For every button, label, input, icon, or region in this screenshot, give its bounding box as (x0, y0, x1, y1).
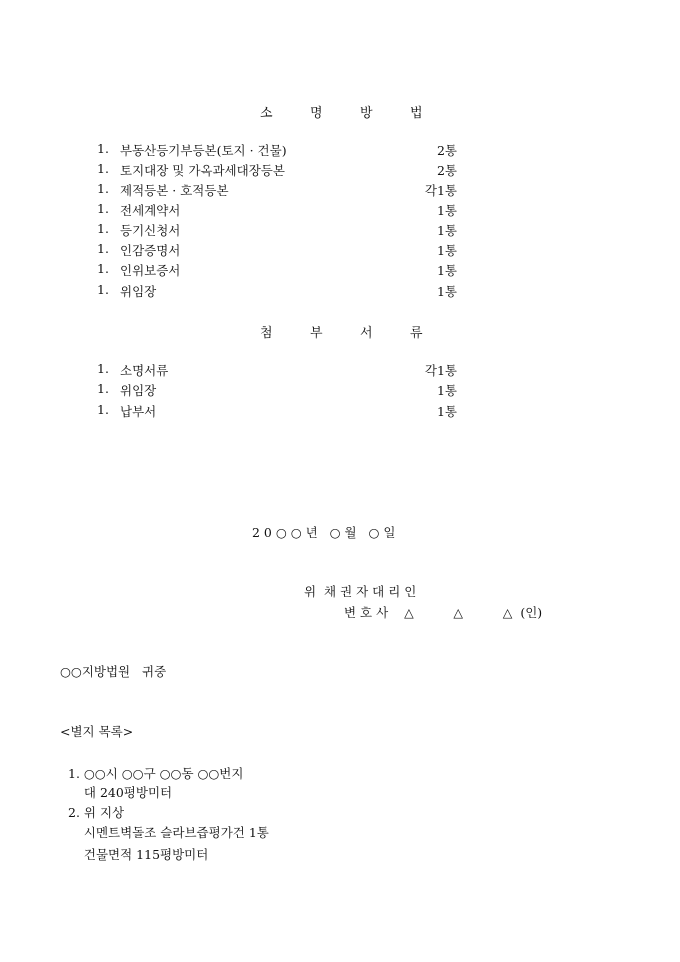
item-label: 인감증명서 (120, 243, 181, 258)
annex-title: <별지 목록> (60, 724, 134, 739)
annex-line: 1. ○○시 ○○구 ○○동 ○○번지 (68, 766, 244, 781)
list-item (97, 241, 467, 259)
item-number: 1. (97, 261, 109, 276)
item-quantity: 1통 (436, 263, 457, 278)
agent-title: 위 채 권 자 대 리 인 (304, 584, 417, 599)
title-char: 부 (310, 326, 323, 341)
item-label: 납부서 (120, 404, 157, 419)
list-item (97, 361, 467, 379)
item-number: 1. (97, 161, 109, 176)
annex-line: 대 240평방미터 (68, 785, 173, 800)
annex-line: 건물면적 115평방미터 (68, 847, 209, 862)
list-item (97, 282, 467, 300)
item-label: 소명서류 (120, 363, 169, 378)
title-char: 첨 (260, 326, 273, 341)
item-number: 1. (97, 221, 109, 236)
item-number: 1. (97, 141, 109, 156)
item-quantity: 1통 (436, 284, 457, 299)
list-item (97, 261, 467, 279)
item-label: 제적등본 · 호적등본 (120, 183, 229, 198)
item-quantity: 각1통 (424, 363, 457, 378)
title-char: 법 (410, 106, 423, 121)
list-item (97, 381, 467, 399)
list-item (97, 221, 467, 239)
annex-line: 2. 위 지상 (68, 805, 125, 820)
list-item (97, 402, 467, 420)
item-label: 위임장 (120, 284, 157, 299)
court-addressee: ○○지방법원 귀중 (60, 664, 167, 679)
item-label: 토지대장 및 가옥과세대장등본 (120, 163, 285, 178)
annex-line: 시멘트벽돌조 슬라브즙평가건 1통 (68, 825, 269, 840)
item-quantity: 1통 (436, 383, 457, 398)
attorney-signature: 변 호 사 △ △ △ (인) (344, 605, 543, 620)
item-quantity: 1통 (436, 203, 457, 218)
document-date: 2 0 ○ ○ 년 ○ 월 ○ 일 (252, 525, 396, 540)
item-number: 1. (97, 402, 109, 417)
list-item (97, 201, 467, 219)
item-number: 1. (97, 361, 109, 376)
item-number: 1. (97, 201, 109, 216)
title-char: 류 (410, 326, 423, 341)
item-label: 인위보증서 (120, 263, 181, 278)
item-number: 1. (97, 181, 109, 196)
item-quantity: 각1통 (424, 183, 457, 198)
item-quantity: 1통 (436, 404, 457, 419)
item-label: 등기신청서 (120, 223, 181, 238)
list-item (97, 181, 467, 199)
title-char: 서 (360, 326, 373, 341)
item-label: 부동산등기부등본(토지 · 건물) (120, 143, 287, 158)
item-quantity: 2통 (436, 143, 457, 158)
title-char: 소 (260, 106, 273, 121)
title-char: 명 (310, 106, 323, 121)
item-quantity: 1통 (436, 243, 457, 258)
list-item (97, 161, 467, 179)
item-label: 전세계약서 (120, 203, 181, 218)
item-number: 1. (97, 282, 109, 297)
item-number: 1. (97, 241, 109, 256)
item-quantity: 2통 (436, 163, 457, 178)
item-number: 1. (97, 381, 109, 396)
item-label: 위임장 (120, 383, 157, 398)
item-quantity: 1통 (436, 223, 457, 238)
title-char: 방 (360, 106, 373, 121)
list-item (97, 141, 467, 159)
